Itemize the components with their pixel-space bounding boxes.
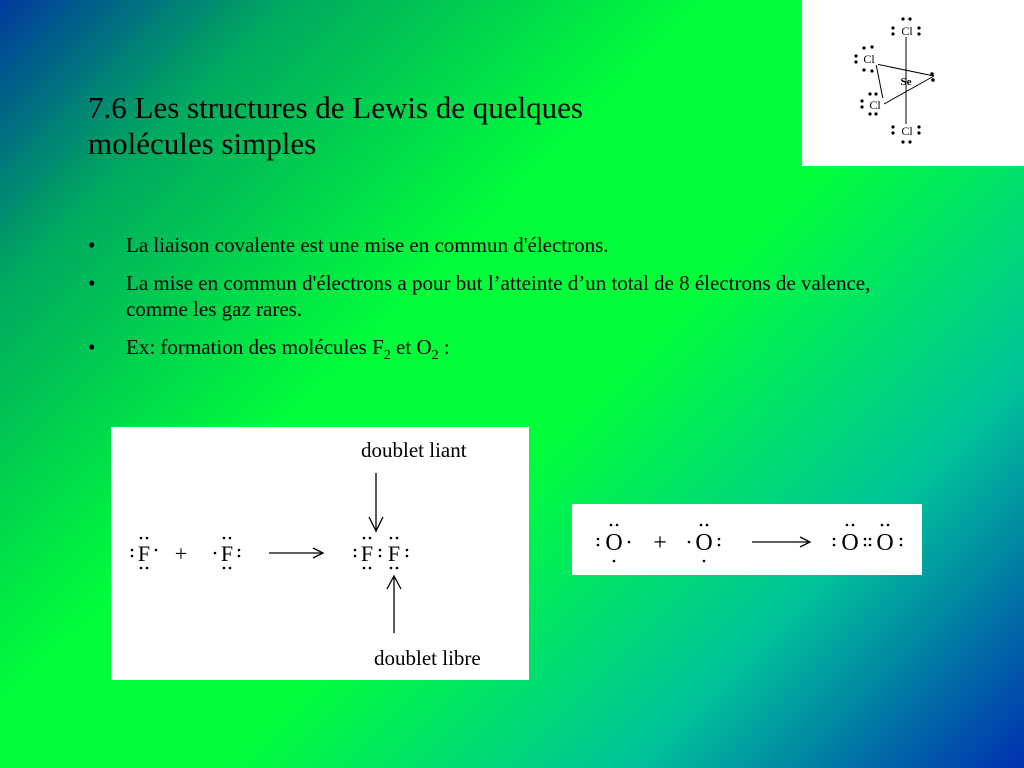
ligand-label: Cl <box>869 98 881 112</box>
center-atom-label: Se <box>900 76 912 88</box>
bullet-item <box>88 270 928 322</box>
bullet-text-part: : <box>438 335 450 359</box>
ligand-label: Cl <box>901 124 913 138</box>
doublet-libre-label: doublet libre <box>374 646 481 670</box>
oxygen-atom: O <box>876 530 894 556</box>
bullet-text: La liaison covalente est une mise en commun d'électrons. <box>126 233 609 257</box>
slide-title-line2: molécules simples <box>88 126 317 161</box>
subscript: 2 <box>431 348 439 363</box>
bullet-text: La mise en commun d'électrons a pour but l’atteinte d’un total de 8 électrons de valence, comme les gaz rares. <box>126 271 871 321</box>
oxygen-atom: O <box>605 530 623 556</box>
fluorine-atom: F <box>137 541 151 566</box>
bullet-dot: • <box>88 271 96 295</box>
bullet-text <box>126 335 450 363</box>
subscript: 2 <box>383 348 391 363</box>
f2-formation-diagram <box>111 427 529 680</box>
fluorine-atom: F <box>220 541 234 566</box>
electron-dots <box>854 17 934 143</box>
bullet-item <box>88 232 928 258</box>
bullet-list <box>88 232 928 372</box>
doublet-liant-label: doublet liant <box>361 438 467 462</box>
oxygen-atom: O <box>841 530 859 556</box>
bullet-text-part: et O <box>390 335 432 359</box>
ligand-label: Cl <box>901 24 913 38</box>
fluorine-atom: F <box>387 541 401 566</box>
secl4-lewis-diagram <box>802 0 1024 166</box>
bullet-dot: • <box>88 233 96 257</box>
slide-title-line1: 7.6 Les structures de Lewis de quelques <box>88 90 584 125</box>
plus-sign: + <box>174 541 188 566</box>
slide-title <box>88 90 788 162</box>
ligand-label: Cl <box>863 52 875 66</box>
bullet-dot: • <box>88 335 96 359</box>
bullet-item <box>88 334 928 363</box>
bullet-text-part: Ex: formation des molécules F <box>126 335 384 359</box>
fluorine-atom: F <box>360 541 374 566</box>
plus-sign: + <box>653 530 667 556</box>
o2-formation-diagram <box>572 504 922 575</box>
oxygen-atom: O <box>695 530 713 556</box>
